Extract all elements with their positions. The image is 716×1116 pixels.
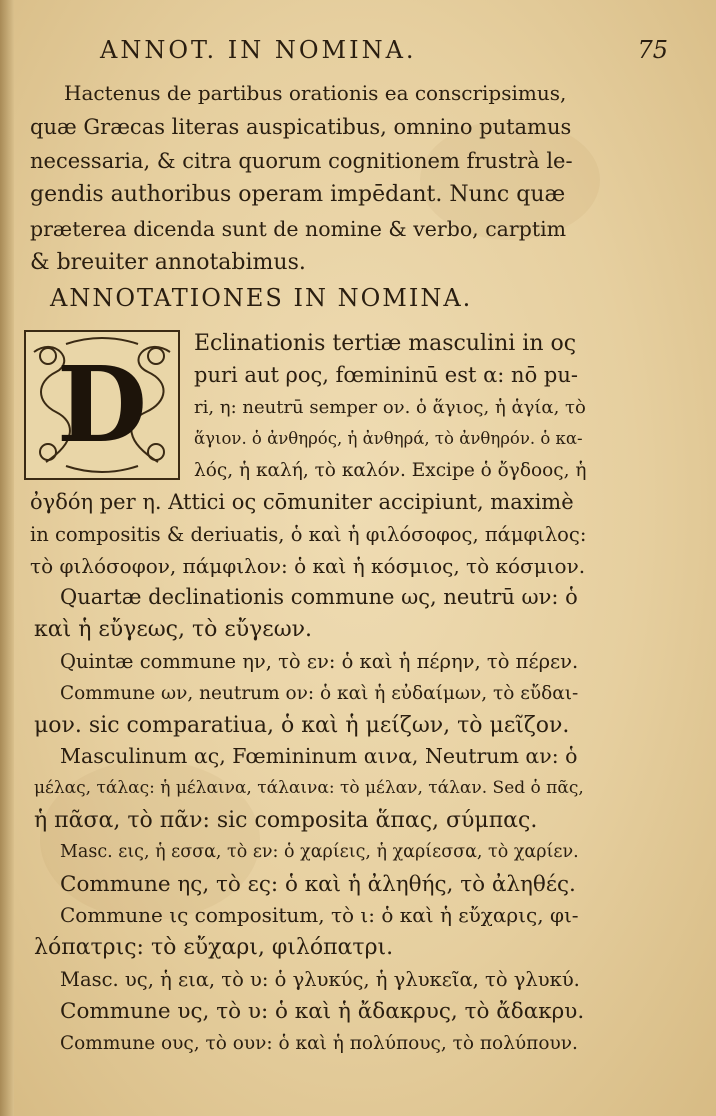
- intro-line: præterea dicenda sunt de nomine & verbo, carptim: [30, 217, 567, 241]
- text-line: Commune ων, neutrum ον: ὁ καὶ ἡ εὐδαίμων, τὸ εὔδαι-: [60, 682, 579, 704]
- text-line: in compositis & deriuatis, ὁ καὶ ἡ φιλόσοφος, πάμφιλος:: [30, 522, 586, 546]
- text-line: Eclinationis tertiæ masculini in ος: [194, 331, 577, 356]
- initial-letter: D: [56, 343, 148, 466]
- running-title: ANNOT. IN NOMINA.: [100, 36, 417, 64]
- text-line: Commune υς, τὸ υ: ὁ καὶ ἡ ἄδακρυς, τὸ ἄδακρυ.: [60, 998, 585, 1024]
- nomina-annotations: [26, 328, 586, 1059]
- intro-line: quæ Græcas literas auspicatibus, omnino putamus: [30, 115, 572, 139]
- intro-line: & breuiter annotabimus.: [30, 250, 306, 275]
- text-line: Quartæ declinationis commune ως, neutrū ων: ὁ: [60, 585, 578, 610]
- text-line: ri, η: neutrū semper ον. ὁ ἅγιος, ἡ ἁγία, τὸ: [194, 396, 586, 418]
- text-line: ἡ πᾶσα, τὸ πᾶν: sic composita ἅπας, σύμπας.: [34, 807, 538, 833]
- text-line: ὀγδόη per η. Attici ος cōmuniter accipiunt, maximè: [30, 489, 574, 514]
- intro-line: gendis authoribus operam impēdant. Nunc quæ: [30, 182, 566, 207]
- intro-line: necessaria, & citra quorum cognitionem frustrà le-: [30, 149, 573, 173]
- section-heading: ANNOTATIONES IN NOMINA.: [50, 284, 473, 312]
- text-line: puri aut ρος, fœmininū est α: nō pu-: [194, 362, 578, 387]
- text-line: Masc. εις, ἡ εσσα, τὸ εν: ὁ χαρίεις, ἡ χαρίεσσα, τὸ χαρίεν.: [60, 841, 579, 862]
- text-line: Masculinum ας, Fœmininum αινα, Neutrum αν: ὁ: [60, 744, 578, 769]
- text-line: μον. sic comparatiua, ὁ καὶ ἡ μείζων, τὸ μεῖζον.: [34, 712, 570, 738]
- text-line: τὸ φιλόσοφον, πάμφιλον: ὁ καὶ ἡ κόσμιος, τὸ κόσμιον.: [30, 553, 586, 578]
- text-line: Commune ις compositum, τὸ ι: ὁ καὶ ἡ εὔχαρις, φι-: [60, 903, 579, 928]
- text-line: καὶ ἡ εὔγεως, τὸ εὔγεων.: [34, 617, 312, 643]
- intro-line: Hactenus de partibus orationis ea conscripsimus,: [64, 81, 567, 105]
- page-number: 75: [637, 36, 668, 64]
- text-line: λός, ἡ καλή, τὸ καλόν. Excipe ὁ ὄγδοος, ἡ: [194, 460, 586, 482]
- text-line: Commune ης, τὸ ες: ὁ καὶ ἡ ἀληθής, τὸ ἀληθές.: [60, 871, 576, 897]
- text-line: Masc. υς, ἡ εια, τὸ υ: ὁ γλυκύς, ἡ γλυκεῖα, τὸ γλυκύ.: [60, 967, 580, 991]
- text-line: μέλας, τάλας: ἡ μέλαινα, τάλαινα: τὸ μέλαν, τάλαν. Sed ὁ πᾶς,: [34, 778, 584, 799]
- text-line: λόπατρις: τὸ εὔχαρι, φιλόπατρι.: [34, 935, 394, 961]
- running-header: [100, 36, 690, 72]
- intro-paragraph: [30, 76, 576, 280]
- text-line: Quintæ commune ην, τὸ εν: ὁ καὶ ἡ πέρην, τὸ πέρεν.: [60, 649, 579, 673]
- text-line: Commune ους, τὸ ουν: ὁ καὶ ἡ πολύπους, τὸ πολύπουν.: [60, 1032, 578, 1054]
- text-line: ἅγιον. ὁ ἀνθηρός, ἡ ἀνθηρά, τὸ ἀνθηρόν. ὁ κα-: [194, 429, 583, 449]
